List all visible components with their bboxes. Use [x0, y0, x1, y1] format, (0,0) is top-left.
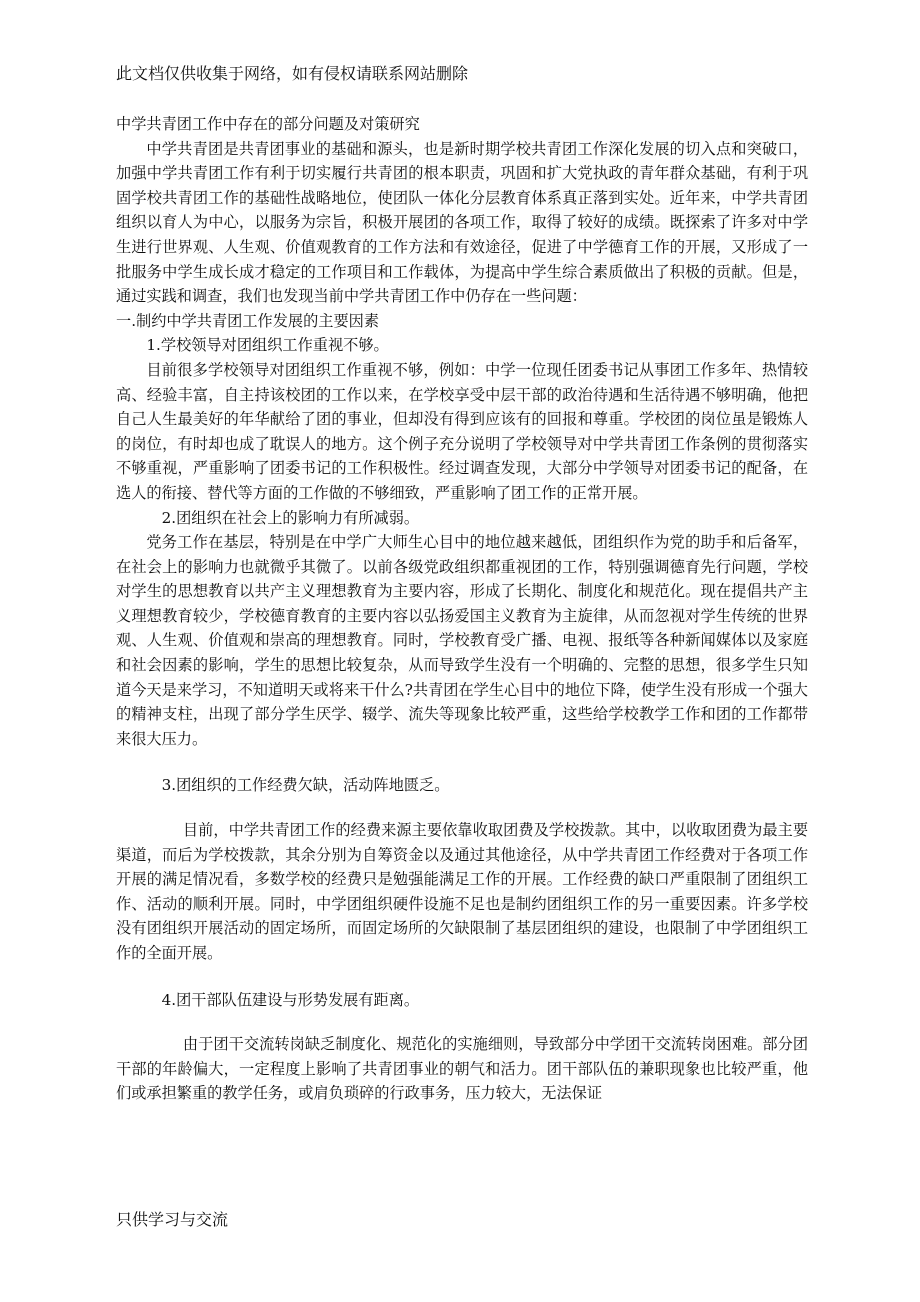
- item-1-heading: 1.学校领导对团组织工作重视不够。: [146, 336, 389, 355]
- intro-paragraph: 中学共青团是共青团事业的基础和源头，也是新时期学校共青团工作深化发展的切入点和突破口，加强中学共青团工作有利于切实履行共青团的根本职责，巩固和扩大党执政的青年群众基础，有利于巩固学校共青团工作的基础性战略地位，使团队一体化分层教育体系真正落到实处。近年来，中学共青团组织以育人为中心，以服务为宗旨，积极开展团的各项工作，取得了较好的成绩。既探索了许多对中学生进行世界观、人生观、价值观教育的工作方法和有效途径，促进了中学德育工作的开展，又形成了一批服务中学生成长成才稳定的工作项目和工作载体，为提高中学生综合素质做出了积极的贡献。但是，通过实践和调查，我们也发现当前中学共青团工作中仍存在一些问题：: [116, 139, 808, 306]
- document-body: [116, 112, 808, 1106]
- document-title: 中学共青团工作中存在的部分问题及对策研究: [116, 115, 420, 133]
- item-2-heading: 2.团组织在社会上的影响力有所减弱。: [161, 508, 420, 527]
- item-4-heading: 4.团干部队伍建设与形势发展有距离。: [161, 990, 420, 1009]
- footer-disclaimer: 只供学习与交流: [116, 1210, 229, 1229]
- item-3-paragraph: 目前，中学共青团工作的经费来源主要依靠收取团费及学校拨款。其中，以收取团费为最主要渠道，而后为学校拨款，其余分别为自筹资金以及通过其他途径，从中学共青团工作经费对于各项工作开展的满足情况看，多数学校的经费只是勉强能满足工作的开展。工作经费的缺口严重限制了团组织工作、活动的顺利开展。同时，中学团组织硬件设施不足也是制约团组织工作的另一重要因素。许多学校没有团组织开展活动的固定场所，而固定场所的欠缺限制了基层团组织的建设，也限制了中学团组织工作的全面开展。: [116, 821, 808, 962]
- header-disclaimer: 此文档仅供收集于网络，如有侵权请联系网站删除: [116, 64, 469, 83]
- item-3-heading: 3.团组织的工作经费欠缺，活动阵地匮乏。: [161, 776, 450, 795]
- section-heading: 一.制约中学共青团工作发展的主要因素: [116, 311, 380, 330]
- item-2-paragraph: 党务工作在基层，特别是在中学广大师生心目中的地位越来越低，团组织作为党的助手和后备军，在社会上的影响力也就微乎其微了。以前各级党政组织都重视团的工作，特别强调德育先行问题，学校对学生的思想教育以共产主义理想教育为主要内容，形成了长期化、制度化和规范化。现在提倡共产主义理想教育较少，学校德育教育的主要内容以弘扬爱国主义教育为主旋律，从而忽视对学生传统的世界观、人生观、价值观和崇高的理想教育。同时，学校教育受广播、电视、报纸等各种新闻媒体以及家庭和社会因素的影响，学生的思想比较复杂，从而导致学生没有一个明确的、完整的思想，很多学生只知道今天是来学习，不知道明天或将来干什么?共青团在学生心目中的地位下降，使学生没有形成一个强大的精神支柱，出现了部分学生厌学、辍学、流失等现象比较严重，这些给学校教学工作和团的工作都带来很大压力。: [116, 533, 808, 748]
- item-4-paragraph: 由于团干交流转岗缺乏制度化、规范化的实施细则，导致部分中学团干交流转岗困难。部分团干部的年龄偏大，一定程度上影响了共青团事业的朝气和活力。团干部队伍的兼职现象也比较严重，他们或承担繁重的教学任务，或肩负琐碎的行政事务，压力较大，无法保证: [116, 1035, 808, 1103]
- item-1-paragraph: 目前很多学校领导对团组织工作重视不够，例如：中学一位现任团委书记从事团工作多年、热情较高、经验丰富，自主持该校团的工作以来，在学校享受中层干部的政治待遇和生活待遇不够明确，他把自己人生最美好的年华献给了团的事业，但却没有得到应该有的回报和尊重。学校团的岗位虽是锻炼人的岗位，有时却也成了耽误人的地方。这个例子充分说明了学校领导对中学共青团工作条例的贯彻落实不够重视，严重影响了团委书记的工作积极性。经过调查发现，大部分中学领导对团委书记的配备，在选人的衔接、替代等方面的工作做的不够细致，严重影响了团工作的正常开展。: [116, 360, 808, 502]
